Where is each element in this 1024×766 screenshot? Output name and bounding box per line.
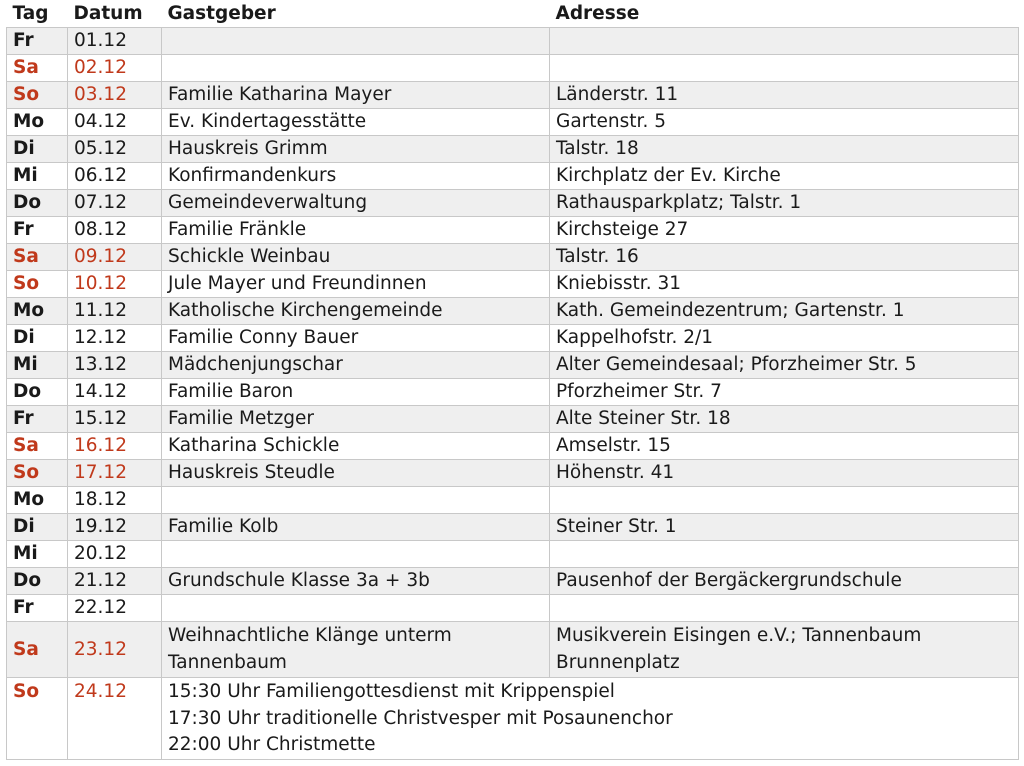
cell-tag: Do — [7, 190, 68, 217]
cell-adresse: Kath. Gemeindezentrum; Gartenstr. 1 — [550, 298, 1019, 325]
header-adresse: Adresse — [550, 0, 1019, 28]
cell-datum: 22.12 — [68, 595, 162, 622]
cell-tag: Fr — [7, 28, 68, 55]
cell-gastgeber-line: Weihnachtliche Klänge unterm — [168, 625, 452, 646]
cell-datum: 10.12 — [68, 271, 162, 298]
cell-adresse: Pausenhof der Bergäckergrundschule — [550, 568, 1019, 595]
cell-tag: Do — [7, 568, 68, 595]
cell-datum: 07.12 — [68, 190, 162, 217]
cell-adresse: Talstr. 16 — [550, 244, 1019, 271]
table-body — [7, 28, 1019, 760]
cell-tag: Fr — [7, 595, 68, 622]
cell-tag: Mi — [7, 163, 68, 190]
table-row — [7, 460, 1019, 487]
header-datum: Datum — [68, 0, 162, 28]
cell-tag: Di — [7, 514, 68, 541]
table-row — [7, 514, 1019, 541]
table-row — [7, 433, 1019, 460]
table-row — [7, 595, 1019, 622]
cell-tag: Fr — [7, 217, 68, 244]
cell-program — [162, 678, 1019, 760]
cell-adresse: Alter Gemeindesaal; Pforzheimer Str. 5 — [550, 352, 1019, 379]
cell-gastgeber: Hauskreis Steudle — [162, 460, 550, 487]
cell-tag: Sa — [7, 55, 68, 82]
cell-adresse: Steiner Str. 1 — [550, 514, 1019, 541]
table-row — [7, 28, 1019, 55]
cell-datum: 09.12 — [68, 244, 162, 271]
cell-gastgeber: Familie Metzger — [162, 406, 550, 433]
cell-datum: 23.12 — [68, 622, 162, 678]
cell-gastgeber: Familie Baron — [162, 379, 550, 406]
cell-adresse — [550, 595, 1019, 622]
cell-tag: Do — [7, 379, 68, 406]
cell-adresse: Talstr. 18 — [550, 136, 1019, 163]
cell-tag: Mo — [7, 298, 68, 325]
cell-datum: 19.12 — [68, 514, 162, 541]
cell-adresse — [550, 622, 1019, 678]
cell-adresse: Kappelhofstr. 2/1 — [550, 325, 1019, 352]
advent-calendar-sheet — [6, 0, 1018, 760]
cell-datum: 04.12 — [68, 109, 162, 136]
cell-gastgeber: Familie Fränkle — [162, 217, 550, 244]
table-row — [7, 82, 1019, 109]
cell-datum: 17.12 — [68, 460, 162, 487]
program-line: 17:30 Uhr traditionelle Christvesper mit Posaunenchor — [168, 707, 673, 729]
cell-tag: Mi — [7, 352, 68, 379]
cell-datum: 12.12 — [68, 325, 162, 352]
cell-gastgeber — [162, 595, 550, 622]
cell-datum: 21.12 — [68, 568, 162, 595]
cell-tag: Fr — [7, 406, 68, 433]
cell-tag: Sa — [7, 433, 68, 460]
table-row — [7, 541, 1019, 568]
table-row — [7, 487, 1019, 514]
advent-calendar-table — [6, 0, 1019, 760]
program-line: 22:00 Uhr Christmette — [168, 734, 376, 755]
header-row — [7, 0, 1019, 28]
cell-gastgeber: Gemeindeverwaltung — [162, 190, 550, 217]
table-row — [7, 244, 1019, 271]
cell-tag: Sa — [7, 622, 68, 678]
header-tag: Tag — [7, 0, 68, 28]
cell-gastgeber — [162, 541, 550, 568]
cell-adresse: Kirchplatz der Ev. Kirche — [550, 163, 1019, 190]
table-row — [7, 325, 1019, 352]
cell-tag: Di — [7, 136, 68, 163]
cell-datum: 03.12 — [68, 82, 162, 109]
cell-gastgeber: Katholische Kirchengemeinde — [162, 298, 550, 325]
cell-datum: 13.12 — [68, 352, 162, 379]
cell-tag: So — [7, 271, 68, 298]
cell-gastgeber — [162, 622, 550, 678]
cell-tag: So — [7, 82, 68, 109]
table-row-christmas-eve — [7, 678, 1019, 760]
cell-datum: 11.12 — [68, 298, 162, 325]
cell-datum: 02.12 — [68, 55, 162, 82]
header-gastgeber: Gastgeber — [162, 0, 550, 28]
table-row — [7, 622, 1019, 678]
table-row — [7, 190, 1019, 217]
table-row — [7, 271, 1019, 298]
table-row — [7, 163, 1019, 190]
cell-gastgeber: Katharina Schickle — [162, 433, 550, 460]
program-line: 15:30 Uhr Familiengottesdienst mit Krippenspiel — [168, 681, 615, 702]
cell-adresse — [550, 541, 1019, 568]
cell-tag: So — [7, 678, 68, 760]
cell-adresse: Kirchsteige 27 — [550, 217, 1019, 244]
cell-tag: Mi — [7, 541, 68, 568]
cell-datum: 08.12 — [68, 217, 162, 244]
cell-adresse: Höhenstr. 41 — [550, 460, 1019, 487]
table-row — [7, 352, 1019, 379]
cell-gastgeber: Familie Conny Bauer — [162, 325, 550, 352]
cell-adresse-line: Brunnenplatz — [556, 651, 680, 673]
cell-datum: 01.12 — [68, 28, 162, 55]
cell-datum: 15.12 — [68, 406, 162, 433]
table-row — [7, 217, 1019, 244]
cell-tag: Mo — [7, 487, 68, 514]
cell-gastgeber-line: Tannenbaum — [168, 651, 287, 673]
cell-tag: Sa — [7, 244, 68, 271]
cell-gastgeber: Schickle Weinbau — [162, 244, 550, 271]
cell-adresse: Rathausparkplatz; Talstr. 1 — [550, 190, 1019, 217]
cell-adresse — [550, 55, 1019, 82]
cell-adresse-line: Musikverein Eisingen e.V.; Tannenbaum — [556, 625, 922, 646]
cell-datum: 05.12 — [68, 136, 162, 163]
cell-gastgeber: Jule Mayer und Freundinnen — [162, 271, 550, 298]
cell-gastgeber: Konfirmandenkurs — [162, 163, 550, 190]
table-row — [7, 406, 1019, 433]
cell-gastgeber: Familie Kolb — [162, 514, 550, 541]
cell-gastgeber: Familie Katharina Mayer — [162, 82, 550, 109]
cell-gastgeber — [162, 28, 550, 55]
cell-gastgeber — [162, 55, 550, 82]
cell-adresse: Kniebisstr. 31 — [550, 271, 1019, 298]
cell-tag: Di — [7, 325, 68, 352]
cell-datum: 16.12 — [68, 433, 162, 460]
cell-adresse: Pforzheimer Str. 7 — [550, 379, 1019, 406]
cell-tag: Mo — [7, 109, 68, 136]
cell-gastgeber — [162, 487, 550, 514]
cell-adresse: Länderstr. 11 — [550, 82, 1019, 109]
cell-datum: 18.12 — [68, 487, 162, 514]
cell-datum: 20.12 — [68, 541, 162, 568]
table-row — [7, 55, 1019, 82]
cell-gastgeber: Grundschule Klasse 3a + 3b — [162, 568, 550, 595]
cell-adresse — [550, 487, 1019, 514]
table-row — [7, 109, 1019, 136]
cell-gastgeber: Mädchenjungschar — [162, 352, 550, 379]
table-row — [7, 568, 1019, 595]
cell-adresse: Alte Steiner Str. 18 — [550, 406, 1019, 433]
cell-adresse: Gartenstr. 5 — [550, 109, 1019, 136]
cell-datum: 06.12 — [68, 163, 162, 190]
cell-datum: 24.12 — [68, 678, 162, 760]
cell-gastgeber: Hauskreis Grimm — [162, 136, 550, 163]
cell-tag: So — [7, 460, 68, 487]
table-row — [7, 298, 1019, 325]
cell-gastgeber: Ev. Kindertagesstätte — [162, 109, 550, 136]
cell-adresse — [550, 28, 1019, 55]
table-row — [7, 136, 1019, 163]
table-row — [7, 379, 1019, 406]
cell-datum: 14.12 — [68, 379, 162, 406]
cell-adresse: Amselstr. 15 — [550, 433, 1019, 460]
